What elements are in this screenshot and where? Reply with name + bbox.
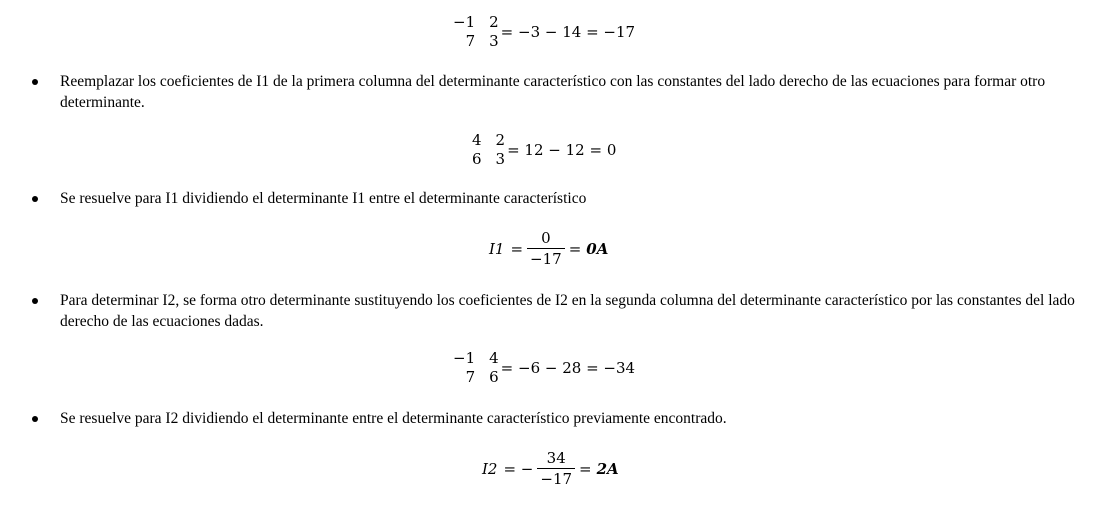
matrix-cell: −1 [453,349,476,367]
bullet-text: Reemplazar los coeficientes de I1 de la primera columna del determinante característico con las constantes del lado derecho de las ecuaciones para formar otro determinante. [60,73,1046,111]
equals-sign: = [568,239,582,258]
matrix-cell: 7 [465,368,476,386]
matrix-cell: 2 [489,13,499,31]
bullet-dot-icon [32,298,38,304]
result-value: 0A [586,239,609,258]
numerator: 0 [541,229,551,247]
bullet-text: Se resuelve para I2 dividiendo el determinante entre el determinante característico previamente encontrado. [60,410,727,427]
matrix-cell: 4 [472,131,482,149]
denominator: −17 [537,468,575,489]
bullet-item [24,408,1094,429]
matrix-cell: 4 [489,349,499,367]
result-value: 2A [596,459,619,478]
equals-minus-sign: = − [503,459,534,478]
i1-determinant-equation [472,131,616,169]
fraction [527,228,565,269]
i2-solution-equation [482,448,619,489]
determinant-matrix [453,349,499,387]
determinant-matrix [453,13,499,51]
variable-label: I1 [489,239,505,258]
i1-solution-equation [489,228,608,269]
fraction [537,448,575,489]
matrix-cell: 2 [495,131,506,149]
bullet-dot-icon [32,196,38,202]
characteristic-determinant-equation [453,13,635,51]
bullet-text: Para determinar I2, se forma otro determinante sustituyendo los coeficientes de I2 en la segunda columna del determinante característico por las constantes del lado derecho de las ecuaciones dadas. [60,292,1075,330]
matrix-cell: 3 [489,32,499,50]
bullet-item [24,71,1094,113]
equals-sign: = [579,459,592,478]
variable-label: I2 [482,459,498,478]
denominator: −17 [527,248,565,269]
matrix-cell: 6 [489,368,499,386]
bullet-dot-icon [32,416,38,422]
bullet-item [24,188,1094,209]
determinant-matrix [472,131,505,169]
matrix-cell: −1 [453,13,476,31]
bullet-item [24,290,1094,332]
matrix-cell: 6 [472,150,482,168]
determinant-result: = 12 − 12 = 0 [507,141,617,159]
equals-sign: = [510,239,524,258]
bullet-text: Se resuelve para I1 dividiendo el determinante I1 entre el determinante característico [60,190,587,207]
numerator: 34 [546,449,566,467]
matrix-cell: 3 [495,150,506,168]
matrix-cell: 7 [465,32,476,50]
bullet-dot-icon [32,79,38,85]
determinant-result: = −6 − 28 = −34 [500,359,636,377]
determinant-result: = −3 − 14 = −17 [500,23,636,41]
i2-determinant-equation [453,349,635,387]
